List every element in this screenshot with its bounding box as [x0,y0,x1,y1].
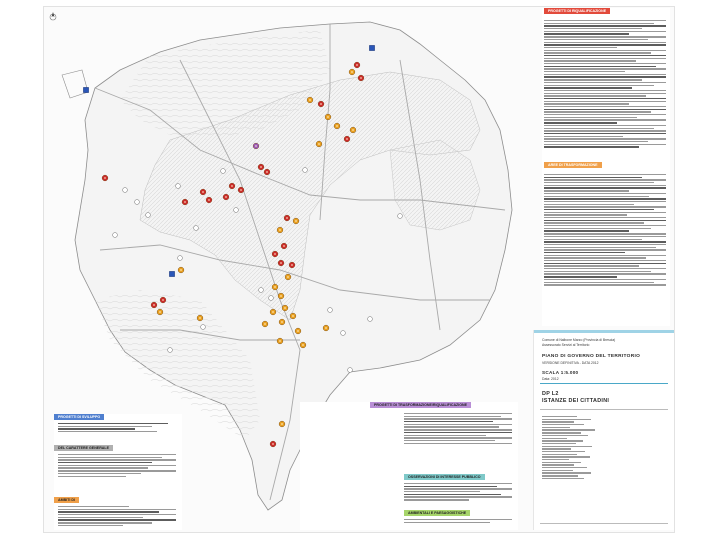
legend-right [542,8,670,326]
marker-orange[interactable] [290,313,296,319]
marker-white[interactable] [178,256,183,261]
date-label: Data: 2012 [542,377,559,381]
marker-purple[interactable] [253,143,259,149]
title-block-rule [540,383,668,384]
north-arrow-icon [50,12,56,20]
marker-orange[interactable] [300,342,306,348]
marker-white[interactable] [341,331,346,336]
marker-white[interactable] [176,184,181,189]
marker-white[interactable] [368,317,373,322]
marker-orange[interactable] [277,227,283,233]
legend-generale-lines [58,454,176,478]
marker-white[interactable] [221,169,226,174]
title-block [533,330,674,530]
marker-orange[interactable] [278,293,284,299]
marker-red[interactable] [354,62,360,68]
marker-white[interactable] [123,188,128,193]
marker-orange[interactable] [323,325,329,331]
marker-orange[interactable] [334,123,340,129]
marker-red[interactable] [284,215,290,221]
marker-orange[interactable] [307,97,313,103]
marker-red[interactable] [200,189,206,195]
marker-orange[interactable] [279,319,285,325]
marker-red[interactable] [151,302,157,308]
comune-line-2: Assessorato Servizi al Territorio [542,343,590,347]
marker-white[interactable] [348,368,353,373]
marker-orange[interactable] [157,309,163,315]
marker-red[interactable] [229,183,235,189]
legend-sviluppo-lines [58,423,168,434]
marker-white[interactable] [168,348,173,353]
marker-white[interactable] [201,325,206,330]
marker-red[interactable] [318,101,324,107]
marker-red[interactable] [206,197,212,203]
legend-header-ambiti: AMBITI DI [54,497,79,503]
legend-trasf-lines [404,413,512,445]
marker-orange[interactable] [270,309,276,315]
marker-orange[interactable] [316,141,322,147]
marker-red[interactable] [344,136,350,142]
legend-bottom-left [54,414,182,530]
legend-header-generale: DEL CARATTERE GENERALE [54,445,113,451]
legend-header-interesse: OSSERVAZIONI DI INTERESSE PUBBLICO [404,474,485,480]
legend-header-trasf-riqual: PROGETTI DI TRASFORMAZIONE/RIQUALIFICAZIONE [370,402,471,408]
marker-red[interactable] [182,199,188,205]
marker-orange[interactable] [262,321,268,327]
title-block-credits [542,416,612,481]
marker-red[interactable] [358,75,364,81]
title-block-rule-3 [540,523,668,524]
legend-text-block-2 [544,174,666,287]
marker-white[interactable] [194,226,199,231]
legend-header-sviluppo: PROGETTI DI SVILUPPO [54,414,104,420]
marker-orange[interactable] [197,315,203,321]
marker-white[interactable] [328,308,333,313]
marker-orange[interactable] [279,421,285,427]
marker-red[interactable] [223,194,229,200]
marker-red[interactable] [278,260,284,266]
marker-red[interactable] [289,262,295,268]
marker-white[interactable] [234,208,239,213]
marker-red[interactable] [281,243,287,249]
legend-header-ambientali: AMBIENTALI E PAESAGGISTICHE [404,510,470,516]
scale-label: SCALA 1:5.000 [542,370,579,375]
marker-white[interactable] [135,200,140,205]
legend-ambiti-lines [58,506,176,528]
marker-orange[interactable] [272,284,278,290]
marker-orange[interactable] [285,274,291,280]
marker-white[interactable] [269,296,274,301]
comune-line-1: Comune di Nalbone Marzo (Provincia di Brescia) [542,338,616,342]
marker-red[interactable] [272,251,278,257]
marker-orange[interactable] [293,218,299,224]
marker-orange[interactable] [350,127,356,133]
marker-red[interactable] [238,187,244,193]
marker-orange[interactable] [282,305,288,311]
title-block-strip [534,330,674,333]
marker-red[interactable] [258,164,264,170]
marker-red[interactable] [160,297,166,303]
marker-blue[interactable] [169,271,174,276]
marker-red[interactable] [102,175,108,181]
marker-white[interactable] [398,214,403,219]
west-settlement [62,70,88,98]
marker-orange[interactable] [178,267,184,273]
legend-interesse-lines [404,483,512,502]
marker-white[interactable] [259,288,264,293]
marker-white[interactable] [146,213,151,218]
plan-subtitle: VERSIONE DEFINITIVA - DATA 2012 [542,361,599,365]
plan-title: PIANO DI GOVERNO DEL TERRITORIO [542,354,641,359]
marker-blue[interactable] [369,45,374,50]
marker-red[interactable] [264,169,270,175]
marker-red[interactable] [270,441,276,447]
marker-orange[interactable] [295,328,301,334]
legend-header-riqualificazione: PROGETTI DI RIQUALIFICAZIONE [544,8,610,14]
marker-orange[interactable] [277,338,283,344]
marker-white[interactable] [303,168,308,173]
marker-white[interactable] [113,233,118,238]
doc-title: ISTANZE DEI CITTADINI [542,398,610,404]
marker-orange[interactable] [325,114,331,120]
legend-ambientali-lines [404,519,512,524]
marker-blue[interactable] [83,87,88,92]
legend-header-trasformazione: AREE DI TRASFORMAZIONE [544,162,602,168]
legend-text-block [544,20,666,149]
title-block-rule-2 [540,409,668,410]
legend-bottom-middle [300,402,518,530]
doc-code: DP L2 [542,391,559,397]
marker-orange[interactable] [349,69,355,75]
